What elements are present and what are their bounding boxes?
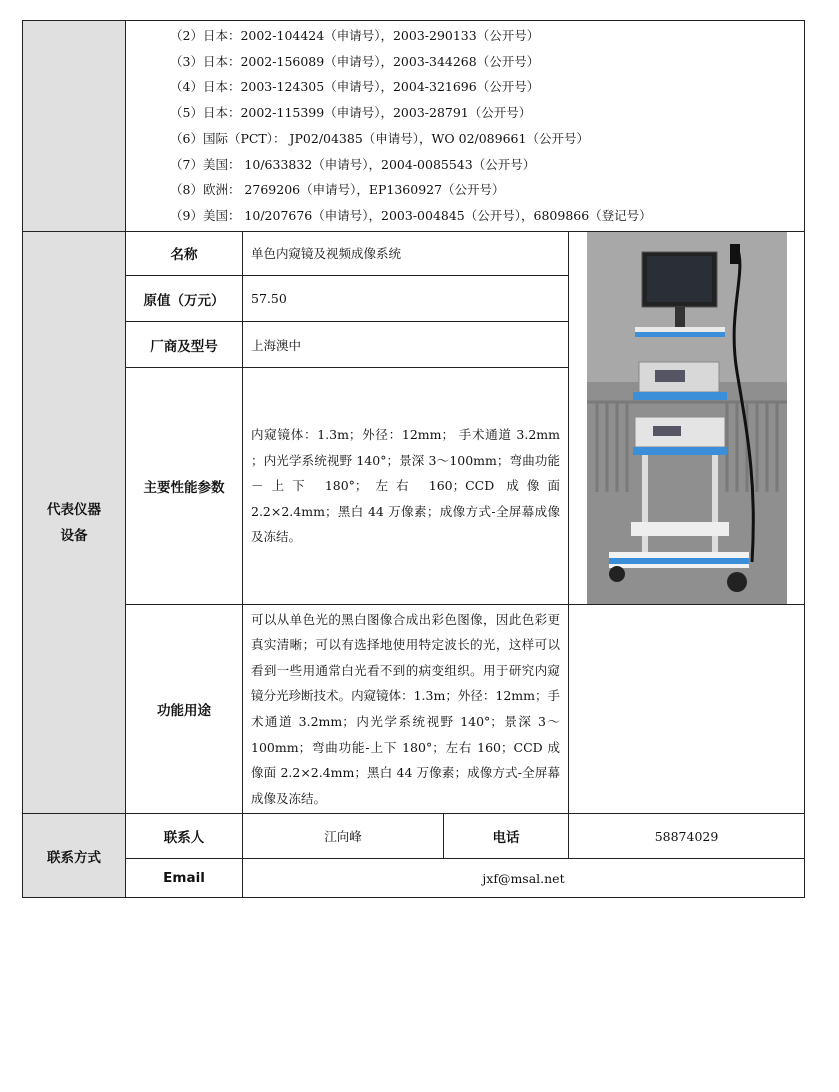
contact-person-value: 江向峰: [243, 814, 444, 859]
equipment-info-table: [22, 20, 805, 898]
instrument-photo-cell: [569, 231, 805, 604]
endoscope-cart-photo: [587, 232, 787, 604]
patent-item: （8）欧洲： 2769206（申请号），EP1360927（公开号）: [170, 182, 505, 198]
function-text: 可以从单色光的黑白图像合成出彩色图像，因此色彩更真实清晰；可以有选择地使用特定波长的光，这样可以看到一些用通常白光看不到的病变组织。用于研究内窥镜分光珍断技术。内窥镜体：1.3m；外径：12mm；手术通道 3.2mm；内光学系统视野 140°；景深 3～100mm；弯曲功能-上下 180°；左右 160；CCD 成像面 2.2×2.4mm；黑白 44 万像素；成像方式-全屏幕成像及冻结。: [243, 604, 569, 814]
patent-item: （3）日本：2002-156089（申请号），2003-344268（公开号）: [170, 53, 540, 69]
email-label: Email: [126, 859, 243, 898]
name-value: 单色内窥镜及视频成像系统: [243, 231, 569, 275]
patent-section-label-cell: [23, 21, 126, 232]
phone-label: 电话: [444, 814, 569, 859]
patent-list: [126, 21, 805, 232]
patent-item: （6）国际（PCT）： JP02/04385（申请号），WO 02/089661（公开号）: [170, 130, 589, 146]
patent-item: （2）日本：2002-104424（申请号），2003-290133（公开号）: [170, 28, 540, 43]
patent-item: （7）美国： 10/633832（申请号），2004-0085543（公开号）: [170, 156, 536, 172]
price-value: 57.50: [243, 276, 569, 322]
performance-text: 内窥镜体：1.3m；外径：12mm； 手术通道 3.2mm ；内光学系统视野 140°；景深 3～100mm；弯曲功能－上下 180°；左右 160；CCD 成像面 2.2×2.4mm；黑白 44 万像素；成像方式-全屏幕成像及冻结。: [243, 368, 569, 604]
maker-label: 厂商及型号: [126, 322, 243, 368]
patent-item: （9）美国： 10/207676（申请号），2003-004845（公开号），6809866（登记号）: [170, 207, 652, 223]
section-label-line: 设备: [60, 527, 88, 544]
photo-empty-cell: [569, 604, 805, 814]
contact-section-label: 联系方式: [23, 814, 126, 898]
patent-item: （4）日本：2003-124305（申请号），2004-321696（公开号）: [170, 79, 540, 95]
instrument-section-label: [23, 231, 126, 814]
phone-value: 58874029: [569, 814, 805, 859]
price-label: 原值（万元）: [126, 276, 243, 322]
email-value[interactable]: jxf@msal.net: [243, 859, 805, 898]
contact-person-label: 联系人: [126, 814, 243, 859]
section-label-line: 代表仪器: [47, 501, 101, 518]
name-label: 名称: [126, 231, 243, 275]
maker-value: 上海澳中: [243, 322, 569, 368]
performance-label: 主要性能参数: [126, 368, 243, 604]
function-label: 功能用途: [126, 604, 243, 814]
patent-item: （5）日本：2002-115399（申请号），2003-28791（公开号）: [170, 105, 532, 121]
